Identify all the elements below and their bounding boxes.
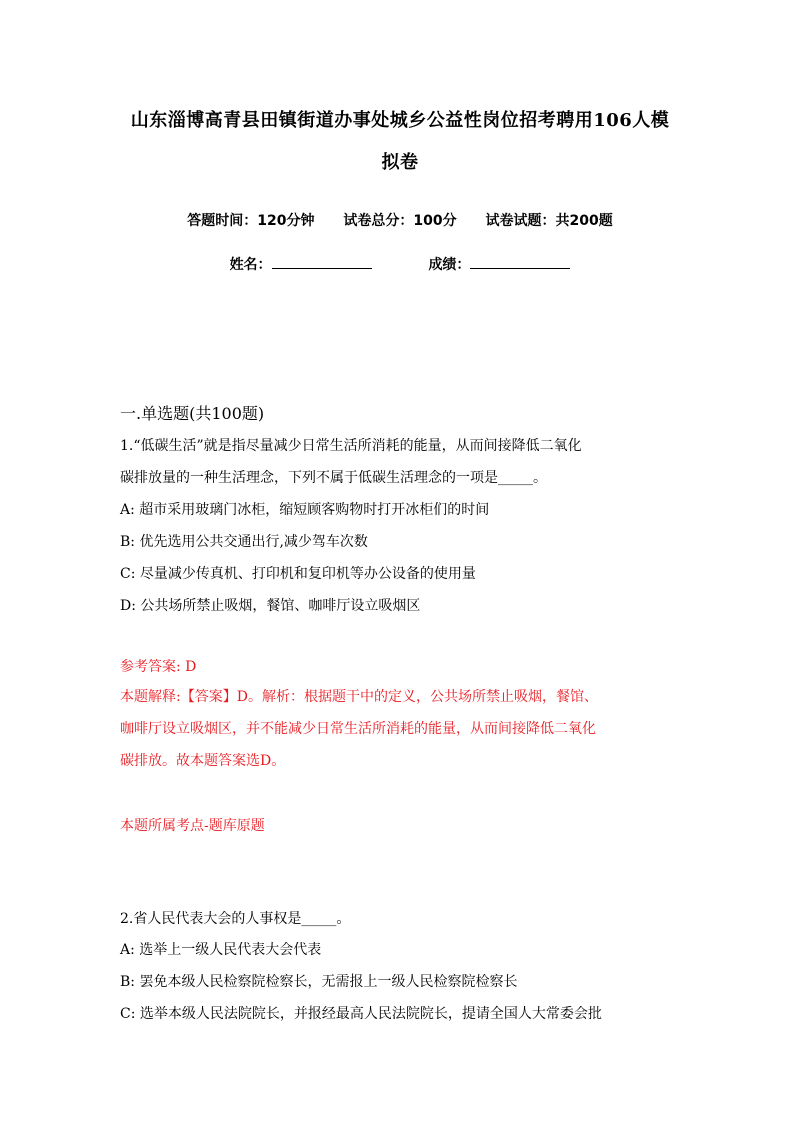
q1-explanation-line1: 本题解释:【答案】D。解析：根据题干中的定义，公共场所禁止吸烟，餐馆、 xyxy=(120,689,598,705)
q1-stem-line2: 碳排放量的一种生活理念，下列不属于低碳生活理念的一项是_____。 xyxy=(120,470,547,486)
q1-stem-line1: 1.“低碳生活”就是指尽量减少日常生活所消耗的能量，从而间接降低二氧化 xyxy=(120,438,582,454)
exam-time: 答题时间：120分钟 xyxy=(187,213,315,229)
q1-explanation-line3: 碳排放。故本题答案选D。 xyxy=(120,753,286,769)
q2-option-a: A: 选举上一级人民代表大会代表 xyxy=(120,942,322,958)
document-title-line1: 山东淄博高青县田镇街道办事处城乡公益性岗位招考聘用106人模 xyxy=(130,110,670,131)
q1-option-c: C: 尽量减少传真机、打印机和复印机等办公设备的使用量 xyxy=(120,566,476,582)
q2-option-c: C: 选举本级人民法院院长，并报经最高人民法院院长，提请全国人大常委会批 xyxy=(120,1006,602,1022)
q2-option-b: B: 罢免本级人民检察院检察长，无需报上一级人民检察院检察长 xyxy=(120,974,518,990)
exam-question-count: 试卷试题：共200题 xyxy=(485,213,613,229)
score-label: 成绩： xyxy=(428,257,471,273)
q1-answer: 参考答案: D xyxy=(120,659,197,675)
q1-explanation-line2: 咖啡厅设立吸烟区，并不能减少日常生活所消耗的能量，从而间接降低二氧化 xyxy=(120,721,596,737)
name-blank xyxy=(272,256,372,269)
section-title: 一.单选题(共100题) xyxy=(120,404,265,423)
name-label: 姓名： xyxy=(229,257,272,273)
score-field xyxy=(428,254,570,274)
q1-option-a: A: 超市采用玻璃门冰柜，缩短顾客购物时打开冰柜们的时间 xyxy=(120,502,490,518)
exam-total-score: 试卷总分：100分 xyxy=(343,213,457,229)
candidate-fields xyxy=(0,254,800,274)
q1-option-b: B: 优先选用公共交通出行,减少驾车次数 xyxy=(120,534,368,550)
score-blank xyxy=(470,256,570,269)
q1-option-d: D: 公共场所禁止吸烟，餐馆、咖啡厅设立吸烟区 xyxy=(120,598,421,614)
q1-source: 本题所属考点-题库原题 xyxy=(120,818,265,834)
q2-stem: 2.省人民代表大会的人事权是_____。 xyxy=(120,911,351,927)
name-field xyxy=(230,254,372,274)
document-title-line2: 拟卷 xyxy=(381,152,419,173)
exam-meta xyxy=(0,210,800,230)
